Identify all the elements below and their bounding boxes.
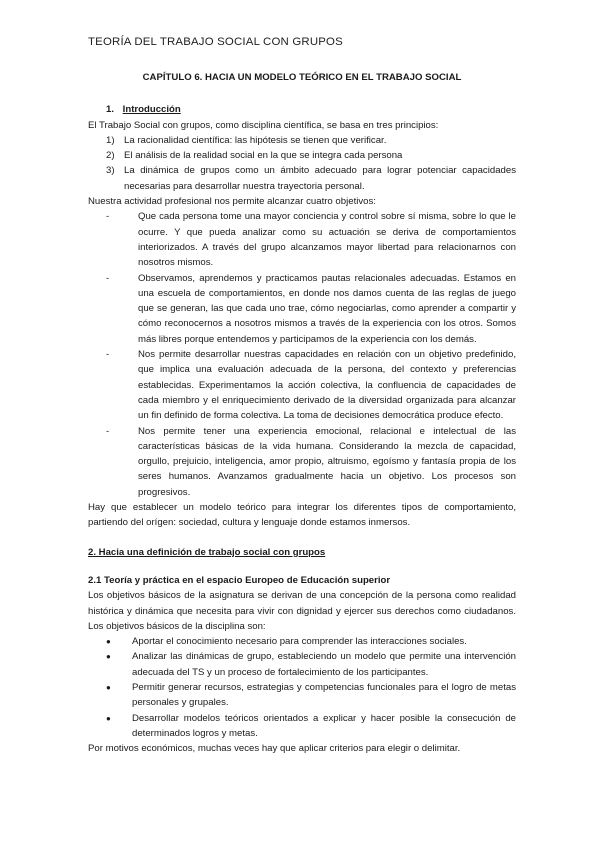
document-body <box>88 70 516 756</box>
objective-text: Que cada persona tome una mayor conciencia y control sobre sí misma, sobre lo que le ocurre. Y que pueda analizar como su actuación se deriva de comportamientos interiorizados. A través del grupo alcanzamos mayor libertad para relacionarnos con nosotros mismos. <box>138 211 516 269</box>
section-1-intro: El Trabajo Social con grupos, como disciplina científica, se basa en tres principios: <box>88 119 439 131</box>
goal-item <box>88 680 516 711</box>
section-2-1-heading: 2.1 Teoría y práctica en el espacio Europeo de Educación superior <box>88 574 391 586</box>
section-2-1-closing: Por motivos económicos, muchas veces hay que aplicar criterios para elegir o delimitar. <box>88 743 461 755</box>
goal-text: Aportar el conocimiento necesario para comprender las interacciones sociales. <box>132 636 467 648</box>
objective-text: Nos permite tener una experiencia emocional, relacional e intelectual de las características básicas de la vida humana. Considerando la mezcla de capacidad, orgullo, prejuicio, inteligencia, amor propio, altruismo, egoísmo y fantasía propia de los seres humanos. Avanzamos gradualmente hacia un objetivo. Los procesos son progresivos. <box>138 425 516 498</box>
dash-marker: - <box>106 349 110 361</box>
objective-item <box>88 347 516 423</box>
principle-item <box>88 148 516 163</box>
objective-item <box>88 209 516 270</box>
dash-marker: - <box>106 211 110 223</box>
objective-text: Observamos, aprendemos y practicamos pautas relacionales adecuadas. Estamos en una escuela de comportamientos, en donde nos damos cuenta de las reglas de juego que se generan, las que cada uno trae, cómo negociarlas, como aprender a compartir y cómo reconocernos a nosotros mismos a través de la experiencia con los otros. Somos más libres porque entendemos y participamos de la experiencia con los demás. <box>138 272 516 345</box>
principle-text: La racionalidad científica: las hipótesis se tienen que verificar. <box>124 134 387 146</box>
section-2-1-intro: Los objetivos básicos de la asignatura se derivan de una concepción de la persona como realidad histórica y dinámica que necesita para vivir con dignidad y ejercer sus derechos como ciudadanos. Los objetivos básicos de la disciplina son: <box>88 590 516 632</box>
objective-text: Nos permite desarrollar nuestras capacidades en relación con un objetivo predefinido, que implica una evaluación adecuada de la persona, del contexto y preferencias establecidas. Experimentamos la acción colectiva, la confluencia de capacidades de cada miembro y el enriquecimiento derivado de la diversidad organizada para alcanzar un fin definido de forma colectiva. La toma de decisiones democrática produce efecto. <box>138 349 516 422</box>
objectives-intro: Nuestra actividad profesional nos permite alcanzar cuatro objetivos: <box>88 196 376 208</box>
principle-marker: 1) <box>106 134 115 146</box>
principle-item <box>88 163 516 194</box>
section-2-heading <box>88 545 516 560</box>
section-1-heading <box>88 102 516 117</box>
dash-marker: - <box>106 272 110 284</box>
section-1-closing: Hay que establecer un modelo teórico para integrar los diferentes tipos de comportamiento, partiendo del orígen: sociedad, cultura y lenguaje donde estamos inmersos. <box>88 502 516 529</box>
principle-item <box>88 133 516 148</box>
bullet-icon: ● <box>106 652 111 662</box>
objective-item <box>88 271 516 347</box>
goal-item <box>88 634 516 649</box>
principle-text: La dinámica de grupos como un ámbito adecuado para lograr potenciar capacidades necesarias para desarrollar nuestra trayectoria personal. <box>124 165 516 192</box>
objective-item <box>88 424 516 500</box>
principle-text: El análisis de la realidad social en la que se integra cada persona <box>124 150 403 162</box>
goal-text: Analizar las dinámicas de grupo, estableciendo un modelo que permite una intervención adecuada del TS y un proceso de fortalecimiento de los participantes. <box>132 651 516 678</box>
goal-item <box>88 711 516 742</box>
section-1-title: Introducción <box>122 104 181 116</box>
section-2-title: 2. Hacia una definición de trabajo social con grupos <box>88 546 326 558</box>
section-1-number: 1. <box>106 104 115 116</box>
goal-text: Permitir generar recursos, estrategias y competencias funcionales para el logro de metas personales y grupales. <box>132 681 516 709</box>
running-header: TEORÍA DEL TRABAJO SOCIAL CON GRUPOS <box>88 36 343 48</box>
bullet-icon: ● <box>106 637 111 647</box>
principle-marker: 2) <box>106 150 115 162</box>
principle-marker: 3) <box>106 165 115 177</box>
dash-marker: - <box>106 425 110 437</box>
goal-item <box>88 649 516 680</box>
goal-text: Desarrollar modelos teóricos orientados a explicar y hacer posible la consecución de determinados logros y metas. <box>132 712 516 739</box>
bullet-icon: ● <box>106 682 111 692</box>
bullet-icon: ● <box>106 713 111 723</box>
chapter-title: CAPÍTULO 6. HACIA UN MODELO TEÓRICO EN EL TRABAJO SOCIAL <box>142 72 462 83</box>
